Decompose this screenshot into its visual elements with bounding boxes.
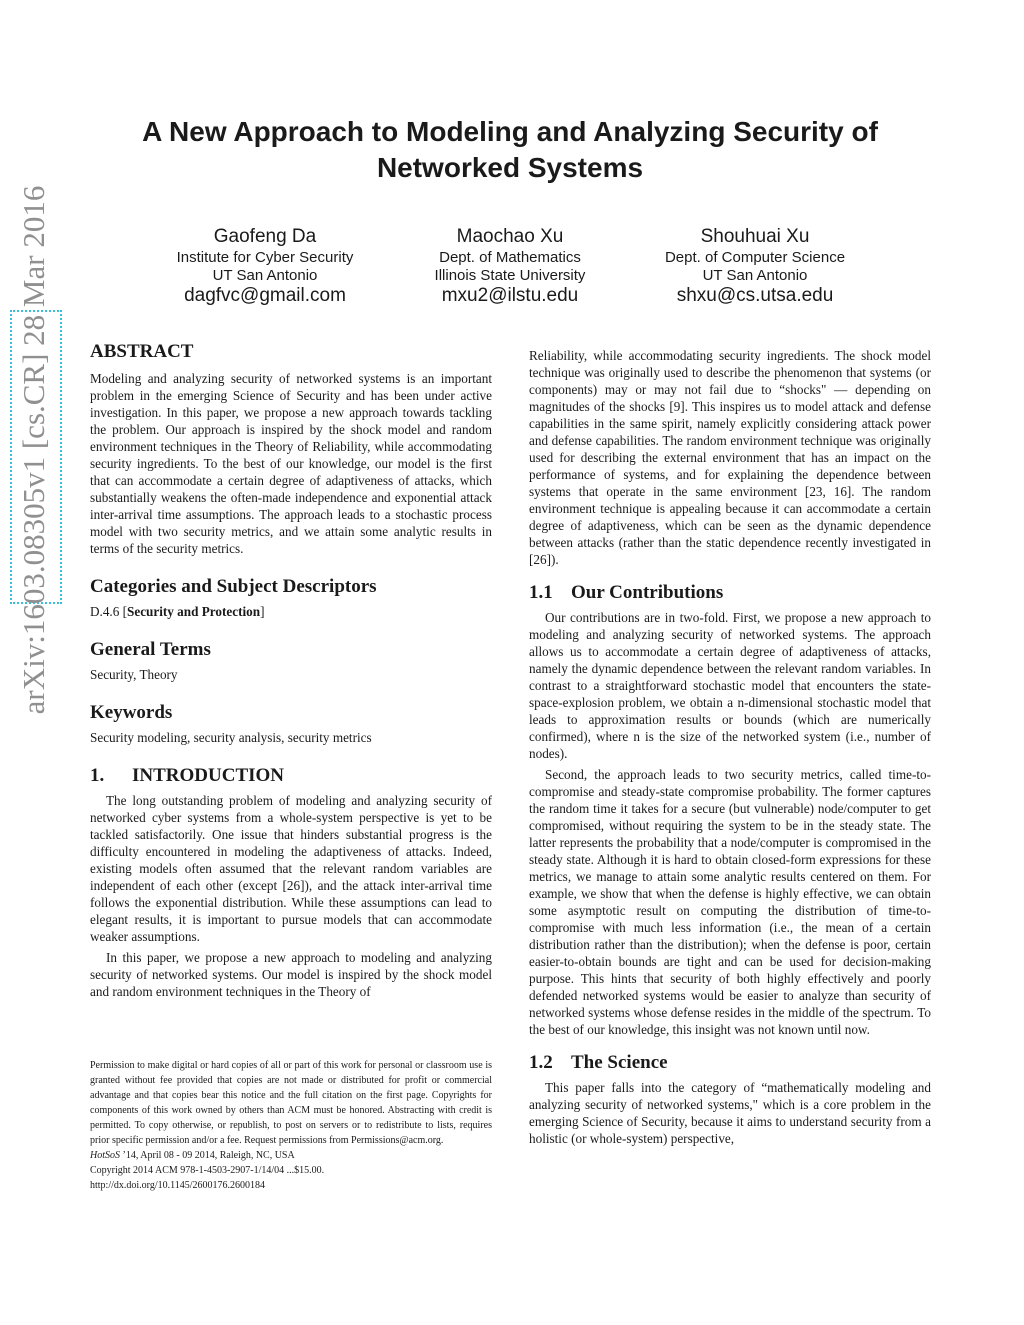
section-number: 1.1: [529, 582, 553, 603]
author-email: dagfvc@gmail.com: [184, 285, 346, 306]
author-name: Maochao Xu: [456, 226, 564, 247]
author-block: [370, 224, 650, 307]
keywords-heading: Keywords: [90, 702, 173, 723]
permission-footnote: [90, 1058, 492, 1193]
section-number: 1.: [90, 765, 105, 786]
science-paragraph: This paper falls into the category of “mathematically modeling and analyzing security of networked systems," which is a core problem in the emerging Science of Security, because it aims to understand security from a holistic (or whole-system) perspective,: [529, 1080, 931, 1146]
paper-title: A New Approach to Modeling and Analyzing Security of Networked Systems: [142, 116, 878, 183]
contributions-paragraph: Our contributions are in two-fold. First, we propose a new approach to modeling and analyzing security of networked systems. The approach allows us to accommodate a certain degree of adaptiveness of attacks, namely the dynamic dependence between the relevant random variables. In contrast to a straightforward stochastic model that encounters the state-space-explosion problem, we obtain a n-dimensional stochastic model that leads to approximation results or bounds (which are numerically confirmed), where n is the size of the networked system (i.e., number of nodes).: [529, 610, 931, 761]
general-terms-heading: General Terms: [90, 639, 211, 660]
keywords-text: Security modeling, security analysis, security metrics: [90, 730, 372, 745]
left-column: [90, 340, 492, 1000]
author-affiliation: Institute for Cyber Security: [176, 249, 354, 266]
section-number: 1.2: [529, 1052, 553, 1073]
science-heading: [529, 1051, 931, 1075]
author-affiliation: Illinois State University: [434, 267, 586, 284]
introduction-paragraph: The long outstanding problem of modeling and analyzing security of networked cyber systems from a whole-system perspective is yet to be tackled satisfactorily. One issue that hinders substantial progress is the difficulty encountered in modeling the adaptiveness of attacks. Indeed, existing models often assumed that the relevant random variables are independent of each other (except [26]), and the attack inter-arrival time follows the exponential distribution. While these assumptions can lead to elegant results, it is important to pursue models that can accommodate weaker assumptions.: [90, 793, 492, 944]
section-title: INTRODUCTION: [132, 765, 285, 786]
abstract-heading: ABSTRACT: [90, 341, 194, 362]
general-terms-text: Security, Theory: [90, 667, 178, 682]
author-name: Shouhuai Xu: [700, 226, 810, 247]
contributions-heading: [529, 581, 931, 605]
right-column: [529, 347, 931, 1147]
section-title: The Science: [571, 1052, 668, 1073]
categories-heading: Categories and Subject Descriptors: [90, 576, 377, 597]
venue-details: ’14, April 08 - 09 2014, Raleigh, NC, USA: [120, 1150, 295, 1161]
author-affiliation: UT San Antonio: [212, 267, 318, 284]
abstract-text: Modeling and analyzing security of networked systems is an important problem in the emerging Science of Security and has been under active investigation. In this paper, we propose a new approach towards tackling the problem. Our approach is inspired by the shock model and random environment techniques in the Theory of Reliability, while accommodating security ingredients. To the best of our knowledge, our model is the first that can accommodate a certain degree of adaptiveness of attacks, which substantially weakens the often-made independence and exponential attack inter-arrival time assumptions. The approach leads to a stochastic process model with two security metrics, and we attain some analytic results in terms of the security metrics.: [90, 371, 492, 556]
category-label: Security and Protection: [127, 604, 261, 619]
introduction-heading: [90, 764, 492, 788]
author-block: [125, 224, 405, 307]
arxiv-identifier: arXiv:1603.08305v1 [cs.CR] 28 Mar 2016: [16, 185, 51, 715]
author-name: Gaofeng Da: [213, 226, 317, 247]
categories-text: [90, 603, 492, 620]
introduction-paragraph: In this paper, we propose a new approach to modeling and analyzing security of networked systems. Our model is inspired by the shock model and random environment techniques in the Theory of: [90, 950, 492, 999]
author-affiliation: Dept. of Mathematics: [439, 249, 581, 266]
category-code: D.4.6 [: [90, 604, 127, 619]
intro-continuation: Reliability, while accommodating security ingredients. The shock model technique was originally used to describe the phenomenon that systems (or components) may or may not fail due to “shocks" — depending on magnitudes of the shocks [9]. This inspires us to model attack and defense capabilities in the same spirit, namely explicitly considering attack power and defense capabilities. The random environment technique was originally used for describing the external environment that has an impact on the performance of systems, and for explaining the dependence between systems that operate in the same environment [23, 16]. The random environment technique is appealing because it can accommodate a certain degree of adaptiveness, which can be seen as the dynamic dependence between attacks (rather than the static dependence recently investigated in [26]).: [529, 348, 931, 567]
section-title: Our Contributions: [571, 582, 724, 603]
venue-line: [90, 1148, 492, 1163]
author-affiliation: Dept. of Computer Science: [664, 249, 846, 266]
author-email: shxu@cs.utsa.edu: [676, 285, 834, 306]
copyright-line: Copyright 2014 ACM 978-1-4503-2907-1/14/04 ...$15.00.: [90, 1165, 325, 1176]
doi-line: http://dx.doi.org/10.1145/2600176.2600184: [90, 1180, 266, 1191]
permission-text: Permission to make digital or hard copies of all or part of this work for personal or classroom use is granted without fee provided that copies are not made or distributed for profit or commercial advantage and that copies bear this notice and the full citation on the first page. Copyrights for components of this work owned by others than ACM must be honored. Abstracting with credit is permitted. To copy otherwise, or republish, to post on servers or to redistribute to lists, requires prior specific permission and/or a fee. Request permissions from Permissions@acm.org.: [90, 1060, 492, 1146]
venue-name: HotSoS: [90, 1150, 120, 1161]
author-affiliation: UT San Antonio: [702, 267, 808, 284]
category-close: ]: [260, 604, 265, 619]
author-email: mxu2@ilstu.edu: [441, 285, 579, 306]
author-block: [615, 224, 895, 307]
contributions-paragraph: Second, the approach leads to two security metrics, called time-to-compromise and steady-state compromise probability. The former captures the random time it takes for a secure (but vulnerable) node/computer to get compromised, without requiring the system to be in the steady state. The latter represents the probability that a node/computer is compromised in the steady state. Although it is hard to obtain closed-form expressions for these metrics, we manage to attain some analytic results centered on them. For example, we show that when the defense is highly effective, we can obtain some asymptotic result on computing the distribution of time-to-compromise with much less information (i.e., the mean of a certain distribution rather than the distribution); when the defense is poor, certain easier-to-obtain bounds are tight and can be used for decision-making purpose. This hints that security of both highly effectively and poorly defended networked systems would be easier to analyze than security of networked systems whose defense resides in the middle of the spectrum. To the best of our knowledge, this insight was not known until now.: [529, 767, 931, 1037]
